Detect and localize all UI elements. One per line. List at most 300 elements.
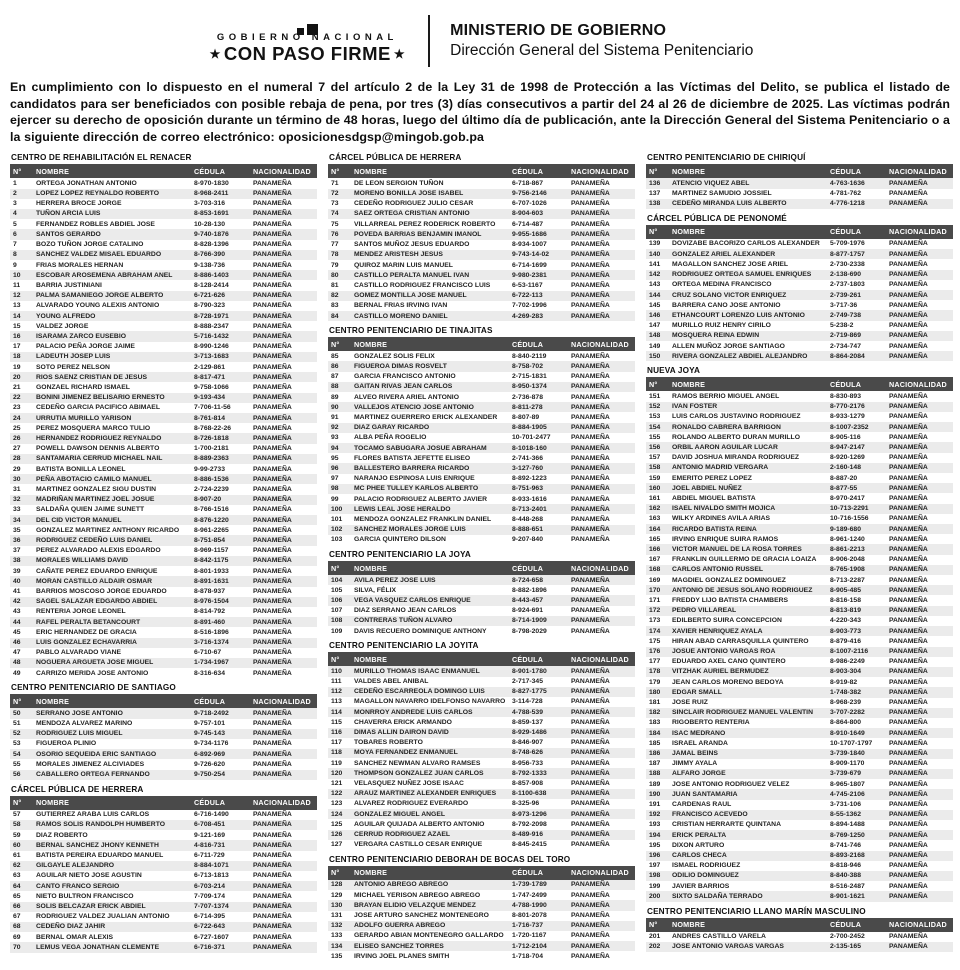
row-cedula: 8-970-2417 xyxy=(830,494,865,502)
row-number: 109 xyxy=(331,627,343,635)
row-name: BATISTA BONILLA LEONEL xyxy=(36,465,126,473)
col-header-name: NOMBRE xyxy=(351,337,509,351)
section-title: CENTRO DE REHABILITACIÓN EL RENACER xyxy=(11,153,192,163)
row-name: DE LEON SERGION TUÑON xyxy=(354,179,444,187)
row-nationality: PANAMEÑA xyxy=(889,688,928,696)
row-cedula: 8-905-485 xyxy=(830,586,861,594)
row-name: EMERITO PEREZ LOPEZ xyxy=(672,474,752,482)
row-nationality: PANAMEÑA xyxy=(253,862,292,870)
row-nationality: PANAMEÑA xyxy=(253,445,292,453)
row-number: 37 xyxy=(13,547,21,555)
table-row xyxy=(328,911,635,921)
row-cedula: 8-968-239 xyxy=(830,699,861,707)
table-row xyxy=(328,443,635,453)
row-cedula: 8-55-1362 xyxy=(830,811,861,819)
table-row xyxy=(646,932,953,942)
row-nationality: PANAMEÑA xyxy=(253,740,292,748)
table-row xyxy=(646,840,953,850)
row-cedula: 8-961-1240 xyxy=(830,535,865,543)
row-cedula: 8-887-20 xyxy=(830,474,858,482)
row-cedula: 8-768-22-26 xyxy=(194,424,232,432)
row-name: GAITAN RIVAS JEAN CARLOS xyxy=(354,383,453,391)
row-name: ANDRES CASTILLO VARELA xyxy=(672,933,766,941)
row-nationality: PANAMEÑA xyxy=(571,952,610,960)
table-row xyxy=(328,585,635,595)
row-number: 82 xyxy=(331,292,339,300)
row-cedula: 8-905-116 xyxy=(830,433,861,441)
col-header-cedula: CÉDULA xyxy=(191,694,250,708)
table-row xyxy=(646,453,953,463)
table-row xyxy=(10,770,317,780)
row-cedula: 8-889-2363 xyxy=(194,455,229,463)
row-name: PEDRO VILLAREAL xyxy=(672,607,737,615)
row-nationality: PANAMEÑA xyxy=(571,739,610,747)
row-cedula: 6-718-867 xyxy=(512,179,543,187)
table-row xyxy=(646,667,953,677)
table-row xyxy=(646,820,953,830)
table-row xyxy=(10,454,317,464)
row-nationality: PANAMEÑA xyxy=(253,506,292,514)
row-nationality: PANAMEÑA xyxy=(889,586,928,594)
table-row xyxy=(646,595,953,605)
row-name: LADEUTH JOSEP LUIS xyxy=(36,353,111,361)
row-nationality: PANAMEÑA xyxy=(571,515,610,523)
row-cedula: 4-776-1218 xyxy=(830,200,865,208)
table-row xyxy=(328,830,635,840)
row-nationality: PANAMEÑA xyxy=(253,649,292,657)
table-row xyxy=(328,250,635,260)
row-cedula: 8-769-1250 xyxy=(830,831,865,839)
table-row xyxy=(10,759,317,769)
col-header-num: N° xyxy=(10,164,33,178)
row-nationality: PANAMEÑA xyxy=(571,362,610,370)
row-nationality: PANAMEÑA xyxy=(253,404,292,412)
row-cedula: 4-745-2106 xyxy=(830,790,865,798)
row-nationality: PANAMEÑA xyxy=(889,811,928,819)
table-row xyxy=(646,575,953,585)
row-number: 62 xyxy=(13,862,21,870)
row-cedula: 8-973-1296 xyxy=(512,810,547,818)
row-number: 126 xyxy=(331,831,343,839)
row-name: MURILLO THOMAS ISAAC ENMANUEL xyxy=(354,667,480,675)
row-nationality: PANAMEÑA xyxy=(889,760,928,768)
row-number: 135 xyxy=(331,952,343,960)
row-nationality: PANAMEÑA xyxy=(253,913,292,921)
row-name: SOLIS BELCAZAR ERICK ABDIEL xyxy=(36,903,146,911)
row-cedula: 8-893-2168 xyxy=(830,852,865,860)
section-title: CENTRO PENITENCIARIO LA JOYA xyxy=(329,550,471,560)
row-number: 25 xyxy=(13,424,21,432)
row-number: 168 xyxy=(649,566,661,574)
row-number: 20 xyxy=(13,373,21,381)
row-cedula: 5-709-1976 xyxy=(830,240,865,248)
row-cedula: 8-827-1775 xyxy=(512,688,547,696)
col-header-cedula: CÉDULA xyxy=(827,918,886,932)
row-cedula: 8-765-1908 xyxy=(830,566,865,574)
col-header-nationality: NACIONALIDAD xyxy=(250,694,317,708)
row-number: 120 xyxy=(331,769,343,777)
row-nationality: PANAMEÑA xyxy=(889,678,928,686)
row-cedula: 8-325-96 xyxy=(512,800,540,808)
table-row xyxy=(10,250,317,260)
row-name: DIXON ARTURO xyxy=(672,841,725,849)
row-cedula: 8-516-2487 xyxy=(830,882,865,890)
row-name: JOSUE ANTONIO VARGAS ROA xyxy=(672,648,776,655)
section-title: CENTRO PENITENCIARIO DEBORAH DE BOCAS DEL TORO xyxy=(329,854,571,864)
row-name: EDILBERTO SUIRA CONCEPCION xyxy=(672,617,782,625)
row-nationality: PANAMEÑA xyxy=(253,923,292,931)
row-nationality: PANAMEÑA xyxy=(253,841,292,849)
table-row xyxy=(328,616,635,626)
row-nationality: PANAMEÑA xyxy=(253,567,292,575)
row-number: 73 xyxy=(331,200,339,208)
row-cedula: 1-720-1167 xyxy=(512,932,547,940)
roster-table xyxy=(328,652,635,850)
table-row xyxy=(10,810,317,820)
row-name: ISARAMA ZARCO EUSEBIO xyxy=(36,332,126,340)
row-number: 128 xyxy=(331,881,343,889)
row-nationality: PANAMEÑA xyxy=(889,179,928,187)
row-number: 43 xyxy=(13,608,21,616)
row-number: 162 xyxy=(649,505,661,513)
col-header-num: N° xyxy=(646,164,669,178)
row-cedula: 8-770-2176 xyxy=(830,403,865,411)
row-cedula: 8-956-733 xyxy=(512,759,543,767)
table-row xyxy=(10,280,317,290)
row-number: 91 xyxy=(331,413,339,421)
row-number: 185 xyxy=(649,739,661,747)
roster-table xyxy=(328,561,635,636)
row-nationality: PANAMEÑA xyxy=(889,301,928,309)
row-number: 158 xyxy=(649,464,661,472)
row-number: 195 xyxy=(649,841,661,849)
row-nationality: PANAMEÑA xyxy=(253,363,292,371)
row-number: 79 xyxy=(331,261,339,269)
row-name: THOMPSON GONZALEZ JUAN CARLOS xyxy=(354,769,484,777)
row-name: JUAN SANTAMARIA xyxy=(672,790,738,798)
row-number: 161 xyxy=(649,494,661,502)
row-name: CEDEÑO RODRIGUEZ JULIO CESAR xyxy=(354,200,474,208)
row-cedula: 8-766-390 xyxy=(194,251,225,259)
row-nationality: PANAMEÑA xyxy=(253,547,292,555)
row-number: 124 xyxy=(331,810,343,818)
row-number: 108 xyxy=(331,617,343,625)
row-nationality: PANAMEÑA xyxy=(571,495,610,503)
row-name: SINCLAIR RODRIGUEZ MANUEL VALENTIN xyxy=(672,709,813,717)
row-nationality: PANAMEÑA xyxy=(571,688,610,696)
row-cedula: 6-714-395 xyxy=(194,913,225,921)
table-row xyxy=(10,505,317,515)
table-row xyxy=(646,463,953,473)
row-cedula: 4-781-762 xyxy=(830,190,861,198)
row-cedula: 8-853-1691 xyxy=(194,210,229,218)
row-cedula: 3-114-728 xyxy=(512,698,543,706)
row-cedula: 9-745-143 xyxy=(194,730,225,738)
row-number: 38 xyxy=(13,557,21,565)
row-nationality: PANAMEÑA xyxy=(253,373,292,381)
table-row xyxy=(10,413,317,423)
row-number: 99 xyxy=(331,495,339,503)
row-nationality: PANAMEÑA xyxy=(889,831,928,839)
row-number: 8 xyxy=(13,251,17,259)
col-header-num: N° xyxy=(328,866,351,880)
roster-column-2 xyxy=(328,151,635,961)
table-row xyxy=(646,698,953,708)
row-name: CEDEÑO ESCARREOLA DOMINGO LUIS xyxy=(354,688,485,696)
table-row xyxy=(10,597,317,607)
col-header-nationality: NACIONALIDAD xyxy=(568,561,635,575)
row-number: 75 xyxy=(331,220,339,228)
table-row xyxy=(10,352,317,362)
row-nationality: PANAMEÑA xyxy=(889,719,928,727)
row-cedula: 8-842-1175 xyxy=(194,557,229,565)
row-name: MAGALLON SANCHEZ JOSE ARIEL xyxy=(672,260,789,268)
table-row xyxy=(10,270,317,280)
table-row xyxy=(646,290,953,300)
table-row xyxy=(10,515,317,525)
table-row xyxy=(646,239,953,249)
row-nationality: PANAMEÑA xyxy=(571,596,610,604)
row-cedula: 9-740-1876 xyxy=(194,230,229,238)
table-row xyxy=(646,504,953,514)
table-row xyxy=(328,748,635,758)
col-header-nationality: NACIONALIDAD xyxy=(250,164,317,178)
row-nationality: PANAMEÑA xyxy=(253,526,292,534)
col-header-num: N° xyxy=(328,164,351,178)
table-row xyxy=(10,871,317,881)
row-nationality: PANAMEÑA xyxy=(571,790,610,798)
row-number: 171 xyxy=(649,596,661,604)
table-row xyxy=(10,881,317,891)
row-number: 141 xyxy=(649,260,661,268)
row-number: 29 xyxy=(13,465,21,473)
row-cedula: 2-737-1803 xyxy=(830,281,865,289)
table-row xyxy=(328,789,635,799)
row-nationality: PANAMEÑA xyxy=(253,831,292,839)
col-header-nationality: NACIONALIDAD xyxy=(568,652,635,666)
row-cedula: 9-757-101 xyxy=(194,720,225,728)
row-nationality: PANAMEÑA xyxy=(889,454,928,462)
row-cedula: 2-717-345 xyxy=(512,678,543,685)
row-name: BALLESTERO BARRERA RICARDO xyxy=(354,464,470,472)
row-nationality: PANAMEÑA xyxy=(889,821,928,829)
row-name: VALLEJOS ATENCIO JOSE ANTONIO xyxy=(354,403,474,411)
row-number: 71 xyxy=(331,179,339,187)
row-name: LOPEZ LOPEZ REYNALDO ROBERTO xyxy=(36,190,159,198)
table-row xyxy=(328,819,635,829)
row-cedula: 7-702-1996 xyxy=(512,302,547,310)
row-name: MORALES WILLIAMS DAVID xyxy=(36,557,129,565)
table-row xyxy=(646,636,953,646)
section-title: CENTRO PENITENCIARIO DE CHIRIQUÍ xyxy=(647,153,806,163)
row-cedula: 9-726-620 xyxy=(194,760,225,768)
row-number: 10 xyxy=(13,271,21,279)
row-number: 94 xyxy=(331,444,339,452)
row-nationality: PANAMEÑA xyxy=(889,648,928,655)
row-number: 7 xyxy=(13,241,17,249)
row-cedula: 2-700-2452 xyxy=(830,933,865,941)
row-cedula: 8-901-1621 xyxy=(830,892,865,900)
row-nationality: PANAMEÑA xyxy=(253,618,292,626)
row-nationality: PANAMEÑA xyxy=(253,628,292,636)
row-cedula: 2-730-2338 xyxy=(830,260,865,268)
table-row xyxy=(328,799,635,809)
row-number: 180 xyxy=(649,688,661,696)
row-number: 80 xyxy=(331,271,339,279)
row-name: ALFARO JORGE xyxy=(672,770,726,778)
table-row xyxy=(328,921,635,931)
roster-columns xyxy=(0,148,960,961)
row-nationality: PANAMEÑA xyxy=(253,750,292,758)
row-number: 105 xyxy=(331,586,343,594)
row-nationality: PANAMEÑA xyxy=(889,566,928,574)
row-nationality: PANAMEÑA xyxy=(253,465,292,473)
table-row xyxy=(646,412,953,422)
row-nationality: PANAMEÑA xyxy=(253,179,292,187)
row-number: 21 xyxy=(13,383,21,391)
row-number: 48 xyxy=(13,659,21,667)
row-name: ESCOBAR AROSEMENA ABRAHAM ANEL xyxy=(36,271,173,279)
row-number: 140 xyxy=(649,250,661,258)
row-number: 46 xyxy=(13,639,21,647)
table-header-row xyxy=(10,796,317,810)
table-row xyxy=(10,209,317,219)
row-number: 59 xyxy=(13,831,21,839)
row-nationality: PANAMEÑA xyxy=(889,535,928,543)
col-header-name: NOMBRE xyxy=(351,652,509,666)
row-number: 138 xyxy=(649,200,661,208)
row-number: 66 xyxy=(13,903,21,911)
row-nationality: PANAMEÑA xyxy=(889,862,928,870)
row-cedula: 8-761-814 xyxy=(194,414,225,422)
row-number: 30 xyxy=(13,475,21,483)
row-number: 31 xyxy=(13,485,21,493)
table-row xyxy=(646,759,953,769)
row-number: 22 xyxy=(13,394,21,402)
table-row xyxy=(328,890,635,900)
table-row xyxy=(328,768,635,778)
table-row xyxy=(646,514,953,524)
table-row xyxy=(328,280,635,290)
row-number: 164 xyxy=(649,525,661,533)
row-nationality: PANAMEÑA xyxy=(889,943,928,951)
row-nationality: PANAMEÑA xyxy=(889,443,928,451)
row-name: GONZALEZ ARIEL ALEXANDER xyxy=(672,250,776,258)
row-name: SALDAÑA QUIEN JAIME SUNETT xyxy=(36,506,145,514)
row-cedula: 6-703-214 xyxy=(194,882,225,890)
row-cedula: 8-516-1896 xyxy=(194,628,229,636)
row-cedula: 6-714-487 xyxy=(512,220,543,228)
row-number: 114 xyxy=(331,708,342,716)
row-cedula: 6-716-371 xyxy=(194,943,225,951)
row-name: LUIS GONZALEZ ECHAVARRIA xyxy=(36,639,137,647)
row-cedula: 4-220-343 xyxy=(830,617,861,625)
row-number: 198 xyxy=(649,872,661,880)
row-name: QUIROZ MARIN LUIS MANUEL xyxy=(354,261,453,269)
row-cedula: 8-726-1818 xyxy=(194,434,229,442)
table-row xyxy=(10,912,317,922)
row-name: WILKY ARDINES AVILA ARIAS xyxy=(672,515,771,523)
row-name: ISRAEL ARANDA xyxy=(672,739,728,747)
row-nationality: PANAMEÑA xyxy=(571,485,610,493)
row-name: CHAVERRA ERICK ARMANDO xyxy=(354,718,452,726)
table-header-row xyxy=(328,164,635,178)
row-number: 50 xyxy=(13,709,21,717)
row-nationality: PANAMEÑA xyxy=(571,627,610,635)
row-number: 100 xyxy=(331,505,343,513)
table-row xyxy=(10,321,317,331)
table-row xyxy=(328,606,635,616)
section-title: CENTRO PENITENCIARIO LLANO MARÍN MASCULINO xyxy=(647,906,866,916)
row-cedula: 8-950-1374 xyxy=(512,383,547,391)
table-row xyxy=(646,473,953,483)
row-cedula: 8-968-2411 xyxy=(194,190,229,198)
ministry-subtitle: Dirección General del Sistema Penitenciario xyxy=(450,42,754,60)
row-nationality: PANAMEÑA xyxy=(889,607,928,615)
row-nationality: PANAMEÑA xyxy=(253,424,292,432)
row-name: HERRERA BROCE JORGE xyxy=(36,200,122,208)
row-number: 67 xyxy=(13,913,21,921)
row-number: 86 xyxy=(331,362,339,370)
row-number: 5 xyxy=(13,220,17,228)
row-number: 6 xyxy=(13,230,17,238)
row-name: TUÑON ARCIA LUIS xyxy=(36,210,101,218)
row-cedula: 8-888-2347 xyxy=(194,322,229,330)
row-number: 97 xyxy=(331,475,339,483)
row-name: ROLANDO ALBERTO DURAN MURILLO xyxy=(672,433,800,441)
row-cedula: 9-756-2146 xyxy=(512,190,547,198)
row-cedula: 8-882-1896 xyxy=(512,586,547,594)
row-name: RIOS SAENZ CRISTIAN DE JESUS xyxy=(36,373,148,381)
roster-table xyxy=(646,377,953,901)
row-number: 165 xyxy=(649,535,661,543)
row-name: SANCHEZ NEWMAN ALVARO RAMSES xyxy=(354,759,481,767)
row-cedula: 8-929-1486 xyxy=(512,729,547,737)
table-row xyxy=(646,881,953,891)
table-row xyxy=(10,749,317,759)
row-name: BONINI JIMENEZ BELISARIO ERNESTO xyxy=(36,394,165,402)
row-nationality: PANAMEÑA xyxy=(253,475,292,483)
row-name: DIMAS ALLIN DAIRON DAVID xyxy=(354,729,449,737)
row-cedula: 6-710-67 xyxy=(194,649,222,657)
row-nationality: PANAMEÑA xyxy=(571,607,610,615)
table-row xyxy=(646,810,953,820)
row-nationality: PANAMEÑA xyxy=(253,485,292,493)
row-number: 15 xyxy=(13,322,21,330)
row-nationality: PANAMEÑA xyxy=(889,882,928,890)
row-cedula: 3-731-106 xyxy=(830,801,861,809)
row-nationality: PANAMEÑA xyxy=(253,709,292,717)
row-name: URRUTIA MURILLO YARISON xyxy=(36,414,132,422)
row-name: CAÑATE PEREZ EDUARDO ENRIQUE xyxy=(36,567,158,575)
table-row xyxy=(10,301,317,311)
table-row xyxy=(646,626,953,636)
row-cedula: 8-910-1649 xyxy=(830,729,865,737)
table-row xyxy=(328,525,635,535)
row-number: 61 xyxy=(13,852,21,860)
row-cedula: 9-734-1176 xyxy=(194,740,229,748)
row-number: 27 xyxy=(13,445,21,453)
row-cedula: 8-859-137 xyxy=(512,718,543,726)
row-cedula: 8-934-1007 xyxy=(512,241,547,249)
table-row xyxy=(646,259,953,269)
table-row xyxy=(646,310,953,320)
row-cedula: 8-970-1830 xyxy=(194,179,229,187)
roster-table xyxy=(10,164,317,678)
row-nationality: PANAMEÑA xyxy=(253,230,292,238)
row-number: 83 xyxy=(331,302,339,310)
row-name: JAMAL BEINS xyxy=(672,750,718,758)
